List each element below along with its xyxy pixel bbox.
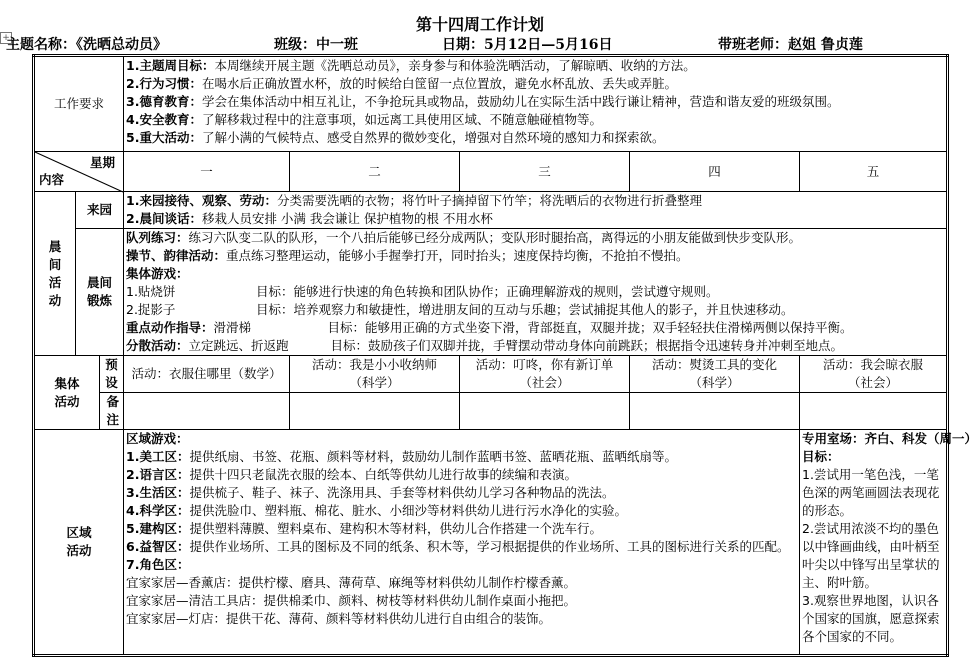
requirement-item: 2.行为习惯：在喝水后正确放置水杯，放的时候给白筐留一点位置放，避免水杯乱放、丢失或弄脏。 (126, 76, 677, 91)
note-wednesday[interactable] (460, 393, 630, 430)
plan-title: 第十四周工作计划 (415, 15, 544, 34)
dance-line: 操节、韵律活动：重点练习整理运动，能够小手握拳打开，同时抬头；速度保持均衡，不抢拍不慢拍。 (126, 248, 689, 263)
exercise-content (124, 229, 948, 356)
role-area-line: 宜家家居—清洁工具店：提供棉柔巾、颜料、树枝等材料供幼儿制作桌面小拖把。 (126, 593, 577, 608)
arrival-label: 来园 (76, 192, 124, 229)
teachers: 带班老师：赵姐 鲁贞莲 (718, 37, 863, 53)
weekday-header-label: 星期 (89, 155, 115, 170)
split-line: 分散活动：立定跳远、折返跑 目标：鼓励孩子们双脚并拢，手臂摆动带动身体向前跳跃；根据指令迅速转身并冲刺至地点。 (126, 338, 844, 353)
games-heading: 集体游戏： (126, 266, 189, 281)
theme-name: 主题名称：《洗晒总动员》 (6, 37, 167, 53)
area-item: 4.科学区：提供洗脸巾、塑料瓶、棉花、脏水、小细沙等材料供幼儿进行污水净化的实验。 (126, 503, 627, 518)
area-item: 3.生活区：提供梳子、鞋子、袜子、洗涤用具、手套等材料供幼儿学习各种物品的洗法。 (126, 485, 615, 500)
day-tuesday: 二 (290, 152, 460, 192)
group-activity-tuesday: 活动：我是小小收纳师 （科学） (290, 356, 460, 393)
role-area-line: 宜家家居—香薰店：提供柠檬、磨具、薄荷草、麻绳等材料供幼儿制作柠檬香薰。 (126, 575, 577, 590)
group-activity-friday: 活动：我会晾衣服 （社会） (800, 356, 948, 393)
content-header-label: 内容 (39, 172, 65, 187)
special-room-heading: 专用室场：齐白、科发（周一） (802, 431, 977, 446)
special-goal: 1.尝试用一笔色浅，一笔色深的两笔画圆法表现花的形态。 (802, 467, 940, 518)
area-item: 6.益智区：提供作业场所、工具的图标及不同的纸条、积木等，学习根据提供的作业场所、工具的图标进行关系的匹配。 (126, 539, 790, 554)
day-thursday: 四 (630, 152, 800, 192)
requirements-label: 工作要求 (34, 56, 124, 152)
days-corner-cell (34, 152, 124, 192)
requirement-item: 3.德育教育：学会在集体活动中相互礼让，不争抢玩具或物品，鼓励幼儿在实际生活中践行谦让精神，营造和谐友爱的班级氛围。 (126, 94, 840, 109)
game-line: 1.贴烧饼 目标：能够进行快速的角色转换和团队协作；正确理解游戏的规则，尝试遵守规则。 (126, 284, 719, 299)
group-activity-thursday: 活动：熨烫工具的变化 （科学） (630, 356, 800, 393)
requirement-item: 5.重大活动：了解小满的气候特点、感受自然界的微妙变化，增强对自然环境的感知力和探索欲。 (126, 130, 665, 145)
game-line: 2.捉影子 目标：培养观察力和敏捷性，增进朋友间的互动与乐趣；尝试捕捉其他人的影子，并且快速移动。 (126, 302, 794, 317)
role-area-heading: 7.角色区： (126, 557, 190, 572)
special-goal: 3.观察世界地图，认识各个国家的国旗，愿意探索各个国家的不同。 (802, 593, 940, 644)
class-name: 班级：中一班 (274, 37, 358, 53)
note-monday[interactable] (124, 393, 290, 430)
morning-activity-label: 晨间活动 (34, 192, 76, 356)
note-tuesday[interactable] (290, 393, 460, 430)
group-activity-wednesday: 活动：叮咚，你有新订单 （社会） (460, 356, 630, 393)
requirements-content (124, 56, 948, 152)
area-item: 5.建构区：提供塑料薄膜、塑料桌布、建构积木等材料，供幼儿合作搭建一个洗车行。 (126, 521, 602, 536)
requirement-item: 1.主题周目标：本周继续开展主题《洗晒总动员》，亲身参与和体验洗晒活动，了解晾晒、收纳的方法。 (126, 58, 696, 73)
group-activity-monday: 活动：衣服住哪里（数学） (124, 356, 290, 393)
area-games-heading: 区域游戏： (126, 431, 189, 446)
day-friday: 五 (800, 152, 948, 192)
exercise-label: 晨间锻炼 (76, 229, 124, 356)
special-goal: 2.尝试用浓淡不均的墨色以中锋画曲线，由叶柄至叶尖以中锋写出呈掌状的主、附叶筋。 (802, 521, 940, 590)
area-item: 1.美工区：提供纸扇、书签、花瓶、颜料等材料，鼓励幼儿制作蓝晒书签、蓝晒花瓶、蓝晒纸扇等。 (126, 449, 677, 464)
day-monday: 一 (124, 152, 290, 192)
arrival-line: 2.晨间谈话：移栽人员安排 小满 我会谦让 保护植物的根 不用水杯 (126, 211, 493, 226)
group-activity-label: 集体活动 (34, 356, 100, 430)
note-label: 备注 (100, 393, 124, 430)
focus-line: 重点动作指导：滑滑梯 目标：能够用正确的方式坐姿下滑，背部挺直，双腿并拢；双手轻轻扶住滑梯两侧以保持平衡。 (126, 320, 853, 335)
note-friday[interactable] (800, 393, 948, 430)
special-goal-heading: 目标： (802, 449, 840, 464)
arrival-content (124, 192, 948, 229)
preset-label: 预设 (100, 356, 124, 393)
requirement-item: 4.安全教育：了解移栽过程中的注意事项，如远离工具使用区域、不随意触碰植物等。 (126, 112, 602, 127)
special-room-content (800, 430, 977, 656)
role-area-line: 宜家家居—灯店：提供干花、薄荷、颜料等材料供幼儿进行自由组合的装饰。 (126, 611, 552, 626)
date-range: 日期：5月12日—5月16日 (442, 37, 613, 53)
weekly-plan-table (32, 54, 977, 657)
area-games-content (124, 430, 800, 656)
note-thursday[interactable] (630, 393, 800, 430)
arrival-line: 1.来园接待、观察、劳动：分类需要洗晒的衣物；将竹叶子摘掉留下竹竿；将洗晒后的衣物进行折叠整理 (126, 193, 702, 208)
day-wednesday: 三 (460, 152, 630, 192)
drill-line: 队列练习：练习六队变二队的队形，一个八拍后能够已经分成两队；变队形时腿抬高，离得远的小朋友能做到快步变队形。 (126, 230, 802, 245)
area-activity-label: 区域活动 (34, 430, 124, 656)
area-item: 2.语言区：提供十四只老鼠洗衣服的绘本、白纸等供幼儿进行故事的续编和表演。 (126, 467, 577, 482)
table-move-handle[interactable]: + (0, 32, 12, 44)
